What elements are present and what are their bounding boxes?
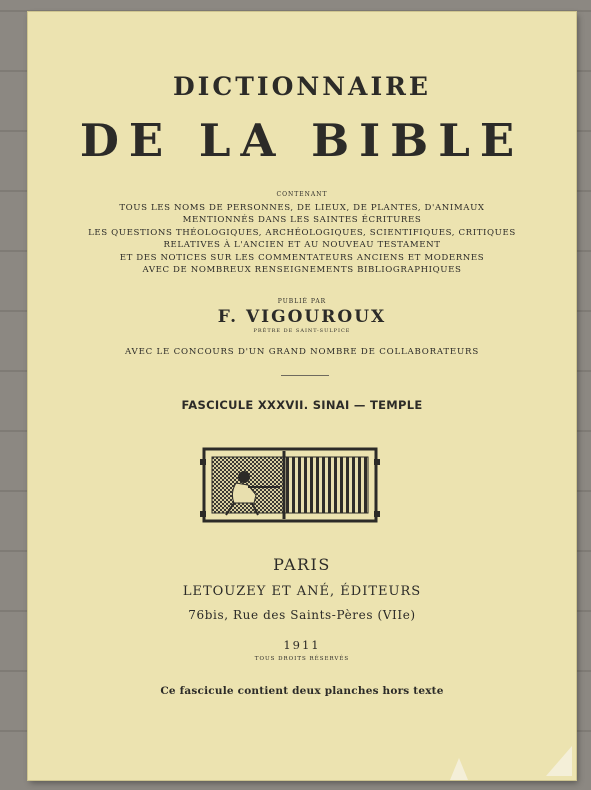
- published-by-label: PUBLIÉ PAR: [277, 298, 327, 305]
- collaborators-line: AVEC LE CONCOURS D'UN GRAND NOMBRE DE COLLABORATEURS: [124, 347, 480, 357]
- description-block: [28, 202, 576, 276]
- description-line: AVEC DE NOMBREUX RENSEIGNEMENTS BIBLIOGRAPHIQUES: [142, 265, 462, 276]
- description-line: LES QUESTIONS THÉOLOGIQUES, ARCHÉOLOGIQUES, SCIENTIFIQUES, CRITIQUES: [88, 227, 516, 238]
- contenant-label: CONTENANT: [276, 191, 328, 198]
- description-line: TOUS LES NOMS DE PERSONNES, DE LIEUX, DE PLANTES, D'ANIMAUX: [119, 203, 485, 213]
- author-name: F. VIGOUROUX: [217, 307, 387, 327]
- fascicule-title: FASCICULE XXXVII. SINAI — TEMPLE: [181, 398, 423, 412]
- title-line-2: DE LA BIBLE: [79, 114, 525, 167]
- publisher-name: LETOUZEY ET ANÉ, ÉDITEURS: [182, 584, 422, 599]
- description-line: RELATIVES À L'ANCIEN ET AU NOUVEAU TESTAMENT: [163, 240, 441, 251]
- torn-corner: [450, 758, 468, 780]
- publisher-address: 76bis, Rue des Saints-Pères (VIIe): [188, 608, 416, 622]
- description-line: MENTIONNÉS DANS LES SAINTES ÉCRITURES: [182, 215, 422, 226]
- publication-year: 1911: [283, 638, 321, 652]
- torn-corner: [546, 746, 572, 776]
- book-cover: [28, 12, 576, 780]
- title-line-1: DICTIONNAIRE: [173, 72, 431, 101]
- city-name: PARIS: [273, 555, 331, 574]
- loom-weaver-illustration: [196, 437, 384, 529]
- divider-rule: [281, 375, 329, 376]
- description-line: ET DES NOTICES SUR LES COMMENTATEURS ANCIENS ET MODERNES: [119, 252, 485, 263]
- rights-notice: TOUS DROITS RÉSERVÉS: [254, 656, 350, 662]
- author-title: PRÊTRE DE SAINT-SULPICE: [253, 328, 351, 334]
- plates-note: Ce fascicule contient deux planches hors texte: [160, 685, 444, 697]
